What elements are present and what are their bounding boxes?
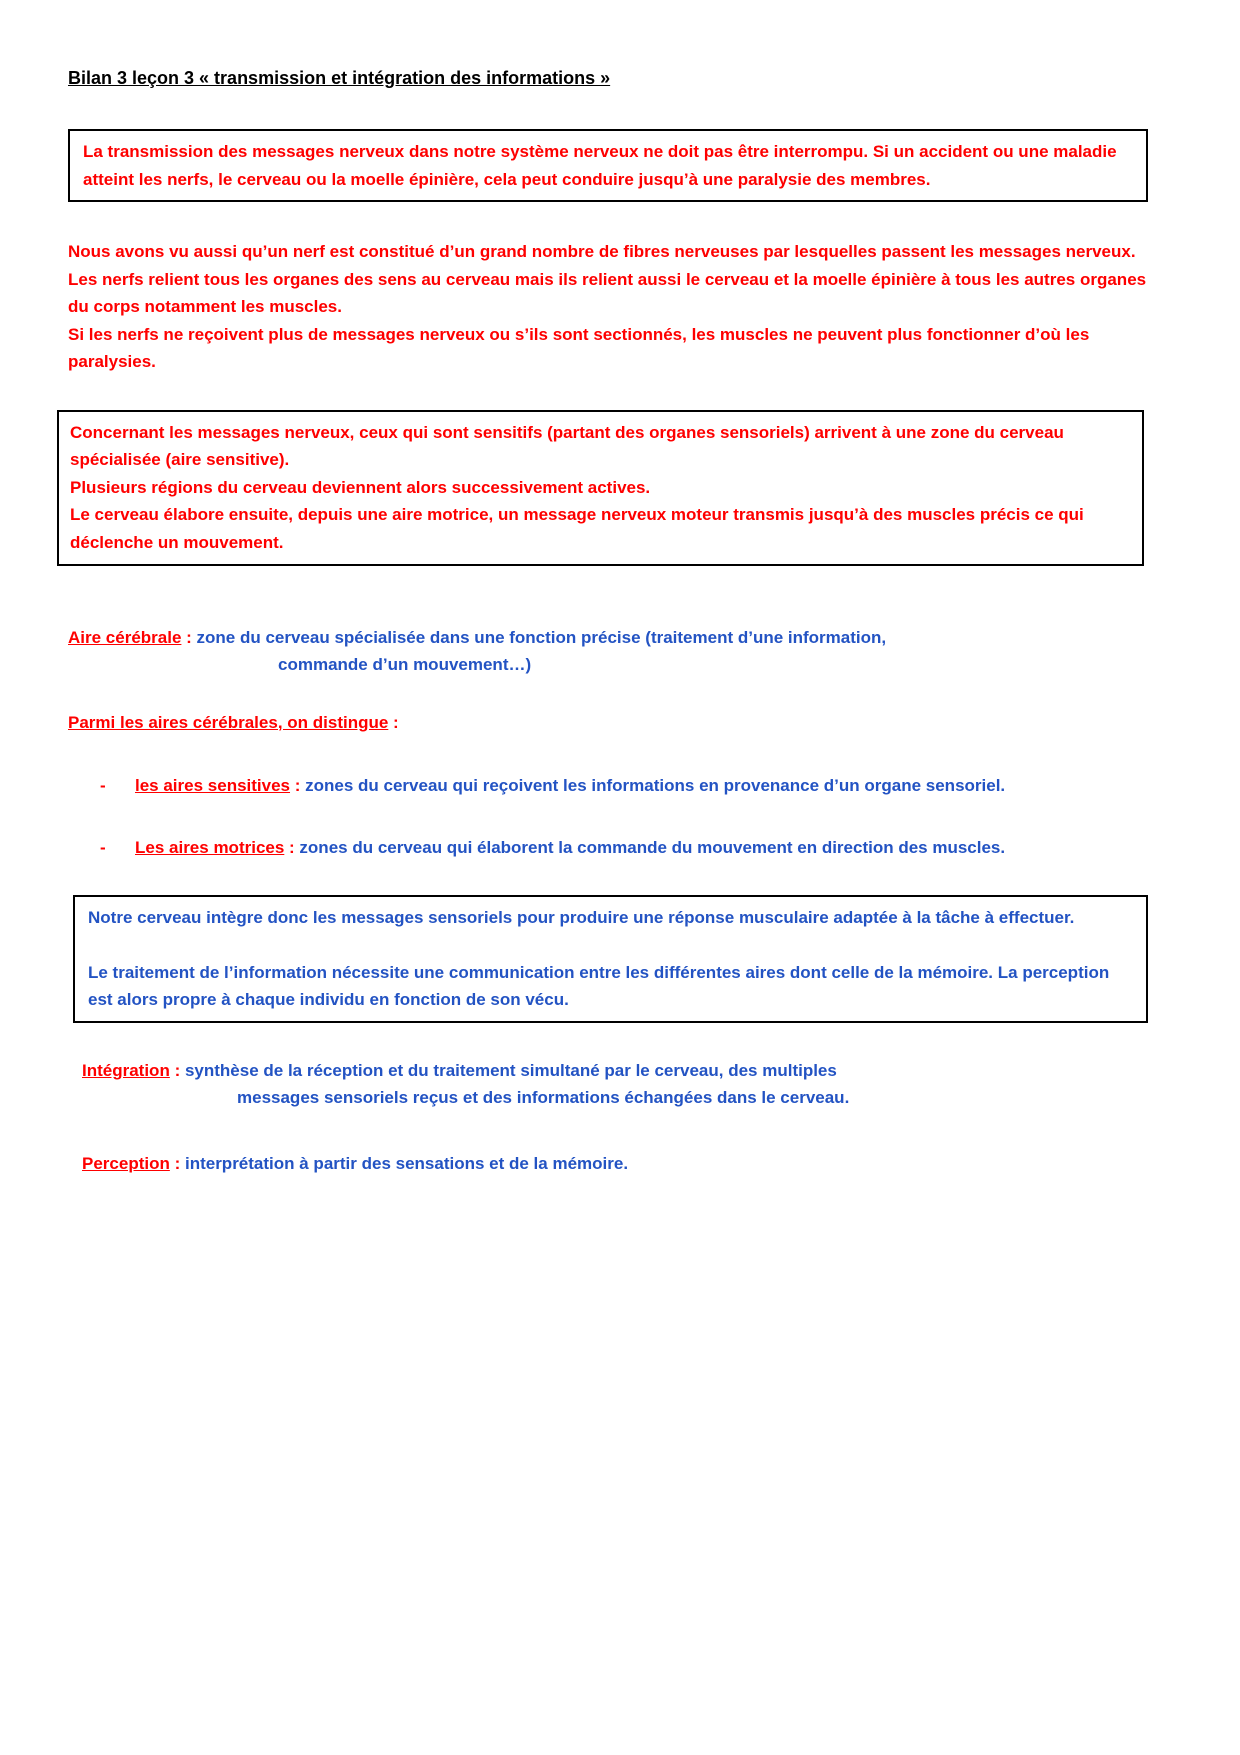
aires-heading-colon: :	[388, 712, 399, 732]
intro-box-text: La transmission des messages nerveux dans notre système nerveux ne doit pas être interrompu. Si un accident ou une maladie atteint les nerfs, le cerveau ou la moelle épinière, cela peut conduire jusqu’à une paralysie des membres.	[83, 142, 1117, 189]
definition-colon: :	[169, 1060, 185, 1080]
nerves-paragraph-line-3: Si les nerfs ne reçoivent plus de messages nerveux ou s’ils sont sectionnés, les muscles ne peuvent plus fonctionner d’où les paralysies.	[68, 324, 1090, 372]
bullet-term-aires-motrices: Les aires motrices	[135, 837, 285, 857]
aires-heading	[68, 709, 1148, 737]
nerves-paragraph-line-1: Nous avons vu aussi qu’un nerf est constitué d’un grand nombre de fibres nerveuses par lesquelles passent les messages nerveux.	[68, 242, 1136, 262]
bullet-term-aires-sensitives: les aires sensitives	[135, 776, 291, 796]
bullet-aires-sensitives-body	[135, 772, 1148, 800]
definition-integration	[82, 1057, 1148, 1112]
definition-colon: :	[169, 1153, 185, 1173]
definition-term-integration: Intégration	[82, 1060, 170, 1080]
sensory-messages-line-3: Le cerveau élabore ensuite, depuis une aire motrice, un message nerveux moteur transmis jusqu’à des muscles précis ce qui déclenche un mouvement.	[70, 505, 1084, 552]
bullet-dash: -	[100, 776, 106, 796]
brain-integration-paragraph-1: Notre cerveau intègre donc les messages sensoriels pour produire une réponse musculaire adaptée à la tâche à effectuer.	[88, 908, 1075, 928]
bullet-aires-sensitives	[100, 772, 1148, 800]
definition-aire-cerebrale	[68, 624, 1148, 679]
definition-text-integration-line2: messages sensoriels reçus et des informations échangées dans le cerveau.	[237, 1088, 850, 1108]
sensory-messages-box	[57, 410, 1144, 566]
definition-term-aire-cerebrale: Aire cérébrale	[68, 627, 182, 647]
definition-term-perception: Perception	[82, 1153, 170, 1173]
bullet-aires-motrices-body	[135, 834, 1148, 862]
definition-colon: :	[181, 627, 197, 647]
bullet-dash: -	[100, 837, 106, 857]
sensory-messages-line-2: Plusieurs régions du cerveau deviennent alors successivement actives.	[70, 477, 651, 497]
nerves-paragraph-line-2: Les nerfs relient tous les organes des sens au cerveau mais ils relient aussi le cerveau et la moelle épinière à tous les autres organes du corps notamment les muscles.	[68, 269, 1147, 317]
brain-integration-box	[73, 895, 1148, 1023]
definition-text-integration: synthèse de la réception et du traitement simultané par le cerveau, des multiples	[184, 1060, 837, 1080]
bullet-colon: :	[290, 776, 306, 796]
definition-text-aire-cerebrale: zone du cerveau spécialisée dans une fonction précise (traitement d’une information,	[196, 627, 887, 647]
intro-box	[68, 129, 1148, 202]
bullet-colon: :	[284, 837, 300, 857]
bullet-aires-motrices	[100, 834, 1148, 862]
nerves-paragraph	[68, 238, 1148, 376]
sensory-messages-line-1: Concernant les messages nerveux, ceux qui sont sensitifs (partant des organes sensoriels) arrivent à une zone du cerveau spécialisée (aire sensitive).	[70, 422, 1064, 470]
bullet-text-aires-sensitives: zones du cerveau qui reçoivent les informations en provenance d’un organe sensoriel.	[305, 776, 1006, 796]
definition-text-aire-cerebrale-line2: commande d’un mouvement…)	[278, 655, 532, 675]
bullet-text-aires-motrices: zones du cerveau qui élaborent la commande du mouvement en direction des muscles.	[299, 837, 1006, 857]
definition-text-perception: interprétation à partir des sensations et de la mémoire.	[184, 1153, 629, 1173]
definition-perception	[82, 1150, 1148, 1178]
brain-integration-paragraph-2: Le traitement de l’information nécessite une communication entre les différentes aires dont celle de la mémoire. La perception est alors propre à chaque individu en fonction de son vécu.	[88, 962, 1110, 1010]
page-title: Bilan 3 leçon 3 « transmission et intégration des informations »	[68, 68, 611, 88]
aires-heading-label: Parmi les aires cérébrales, on distingue	[68, 712, 389, 732]
